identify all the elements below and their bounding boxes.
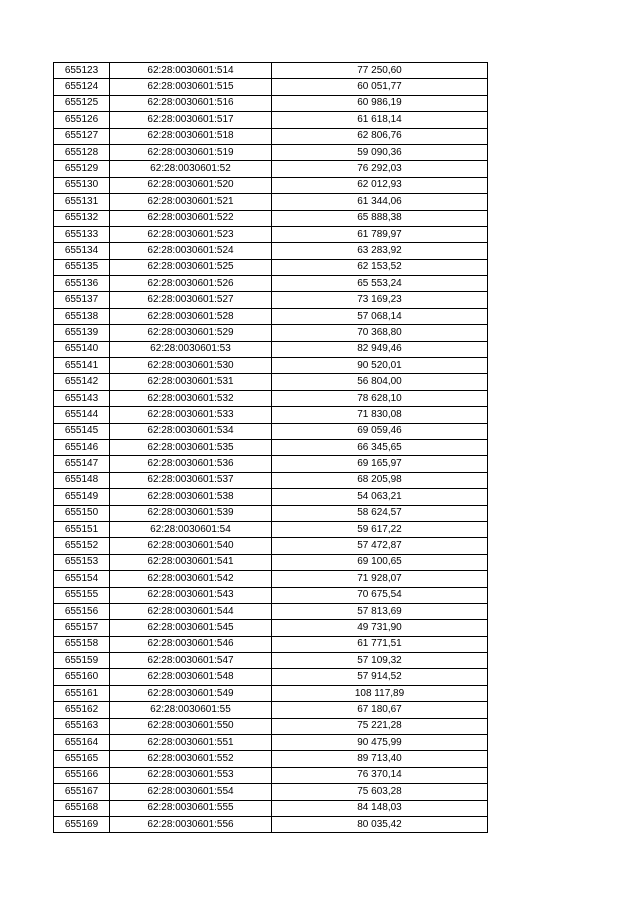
row-number-cell: 655132: [54, 210, 110, 226]
row-number-cell: 655169: [54, 816, 110, 832]
table-row: [54, 472, 488, 488]
value-cell: 59 090,36: [272, 144, 488, 160]
value-cell: 57 068,14: [272, 308, 488, 324]
table-row: [54, 161, 488, 177]
row-number-cell: 655158: [54, 636, 110, 652]
value-cell: 75 603,28: [272, 784, 488, 800]
table-row: [54, 407, 488, 423]
value-cell: 63 283,92: [272, 243, 488, 259]
cadastral-number-cell: 62:28:0030601:554: [110, 784, 272, 800]
value-cell: 76 292,03: [272, 161, 488, 177]
value-cell: 66 345,65: [272, 439, 488, 455]
value-cell: 56 804,00: [272, 374, 488, 390]
table-row: [54, 341, 488, 357]
table-row: [54, 210, 488, 226]
cadastral-number-cell: 62:28:0030601:52: [110, 161, 272, 177]
cadastral-number-cell: 62:28:0030601:515: [110, 79, 272, 95]
value-cell: 65 553,24: [272, 276, 488, 292]
cadastral-number-cell: 62:28:0030601:535: [110, 439, 272, 455]
row-number-cell: 655163: [54, 718, 110, 734]
cadastral-number-cell: 62:28:0030601:529: [110, 325, 272, 341]
value-cell: 60 986,19: [272, 95, 488, 111]
row-number-cell: 655160: [54, 669, 110, 685]
row-number-cell: 655144: [54, 407, 110, 423]
cadastral-number-cell: 62:28:0030601:553: [110, 767, 272, 783]
cadastral-number-cell: 62:28:0030601:519: [110, 144, 272, 160]
table-row: [54, 325, 488, 341]
cadastral-number-cell: 62:28:0030601:541: [110, 554, 272, 570]
table-row: [54, 702, 488, 718]
cadastral-number-cell: 62:28:0030601:536: [110, 456, 272, 472]
cadastral-number-cell: 62:28:0030601:524: [110, 243, 272, 259]
row-number-cell: 655147: [54, 456, 110, 472]
value-cell: 61 618,14: [272, 112, 488, 128]
cadastral-number-cell: 62:28:0030601:534: [110, 423, 272, 439]
table-row: [54, 358, 488, 374]
cadastral-number-cell: 62:28:0030601:532: [110, 390, 272, 406]
table-row: [54, 505, 488, 521]
cadastral-number-cell: 62:28:0030601:53: [110, 341, 272, 357]
value-cell: 89 713,40: [272, 751, 488, 767]
value-cell: 75 221,28: [272, 718, 488, 734]
table-row: [54, 800, 488, 816]
table-row: [54, 735, 488, 751]
row-number-cell: 655153: [54, 554, 110, 570]
value-cell: 90 520,01: [272, 358, 488, 374]
value-cell: 80 035,42: [272, 816, 488, 832]
value-cell: 82 949,46: [272, 341, 488, 357]
value-cell: 71 830,08: [272, 407, 488, 423]
value-cell: 59 617,22: [272, 521, 488, 537]
cadastral-number-cell: 62:28:0030601:542: [110, 571, 272, 587]
table-row: [54, 603, 488, 619]
table-row: [54, 128, 488, 144]
cadastral-number-cell: 62:28:0030601:55: [110, 702, 272, 718]
row-number-cell: 655150: [54, 505, 110, 521]
value-cell: 54 063,21: [272, 489, 488, 505]
cadastral-number-cell: 62:28:0030601:526: [110, 276, 272, 292]
value-cell: 71 928,07: [272, 571, 488, 587]
table-row: [54, 243, 488, 259]
cadastral-number-cell: 62:28:0030601:547: [110, 653, 272, 669]
value-cell: 57 472,87: [272, 538, 488, 554]
cadastral-number-cell: 62:28:0030601:54: [110, 521, 272, 537]
row-number-cell: 655128: [54, 144, 110, 160]
table-row: [54, 685, 488, 701]
value-cell: 57 109,32: [272, 653, 488, 669]
cadastral-number-cell: 62:28:0030601:514: [110, 63, 272, 79]
table-row: [54, 784, 488, 800]
table-row: [54, 718, 488, 734]
row-number-cell: 655164: [54, 735, 110, 751]
row-number-cell: 655168: [54, 800, 110, 816]
value-cell: 70 368,80: [272, 325, 488, 341]
row-number-cell: 655138: [54, 308, 110, 324]
table-row: [54, 521, 488, 537]
table-row: [54, 194, 488, 210]
value-cell: 57 914,52: [272, 669, 488, 685]
value-cell: 69 165,97: [272, 456, 488, 472]
row-number-cell: 655148: [54, 472, 110, 488]
table-row: [54, 456, 488, 472]
cadastral-number-cell: 62:28:0030601:545: [110, 620, 272, 636]
table-row: [54, 144, 488, 160]
cadastral-number-cell: 62:28:0030601:556: [110, 816, 272, 832]
table-row: [54, 374, 488, 390]
value-cell: 69 100,65: [272, 554, 488, 570]
cadastral-number-cell: 62:28:0030601:543: [110, 587, 272, 603]
row-number-cell: 655161: [54, 685, 110, 701]
row-number-cell: 655131: [54, 194, 110, 210]
table-row: [54, 95, 488, 111]
cadastral-number-cell: 62:28:0030601:518: [110, 128, 272, 144]
cadastral-number-cell: 62:28:0030601:551: [110, 735, 272, 751]
table-row: [54, 554, 488, 570]
cadastral-number-cell: 62:28:0030601:539: [110, 505, 272, 521]
table-row: [54, 308, 488, 324]
value-cell: 90 475,99: [272, 735, 488, 751]
row-number-cell: 655129: [54, 161, 110, 177]
table-row: [54, 489, 488, 505]
cadastral-number-cell: 62:28:0030601:522: [110, 210, 272, 226]
value-cell: 65 888,38: [272, 210, 488, 226]
cadastral-value-table: [53, 62, 488, 833]
value-cell: 61 789,97: [272, 226, 488, 242]
row-number-cell: 655135: [54, 259, 110, 275]
table-row: [54, 63, 488, 79]
row-number-cell: 655154: [54, 571, 110, 587]
cadastral-number-cell: 62:28:0030601:523: [110, 226, 272, 242]
row-number-cell: 655143: [54, 390, 110, 406]
row-number-cell: 655157: [54, 620, 110, 636]
row-number-cell: 655156: [54, 603, 110, 619]
row-number-cell: 655140: [54, 341, 110, 357]
row-number-cell: 655146: [54, 439, 110, 455]
row-number-cell: 655139: [54, 325, 110, 341]
value-cell: 49 731,90: [272, 620, 488, 636]
cadastral-number-cell: 62:28:0030601:550: [110, 718, 272, 734]
cadastral-number-cell: 62:28:0030601:531: [110, 374, 272, 390]
value-cell: 67 180,67: [272, 702, 488, 718]
table-row: [54, 226, 488, 242]
cadastral-number-cell: 62:28:0030601:555: [110, 800, 272, 816]
table-row: [54, 767, 488, 783]
table-row: [54, 79, 488, 95]
cadastral-number-cell: 62:28:0030601:530: [110, 358, 272, 374]
row-number-cell: 655137: [54, 292, 110, 308]
table-row: [54, 669, 488, 685]
table-row: [54, 177, 488, 193]
row-number-cell: 655149: [54, 489, 110, 505]
cadastral-number-cell: 62:28:0030601:548: [110, 669, 272, 685]
cadastral-number-cell: 62:28:0030601:538: [110, 489, 272, 505]
table-row: [54, 112, 488, 128]
row-number-cell: 655141: [54, 358, 110, 374]
row-number-cell: 655155: [54, 587, 110, 603]
table-row: [54, 259, 488, 275]
row-number-cell: 655162: [54, 702, 110, 718]
row-number-cell: 655145: [54, 423, 110, 439]
cadastral-number-cell: 62:28:0030601:533: [110, 407, 272, 423]
value-cell: 62 012,93: [272, 177, 488, 193]
cadastral-number-cell: 62:28:0030601:516: [110, 95, 272, 111]
table-row: [54, 276, 488, 292]
value-cell: 62 153,52: [272, 259, 488, 275]
value-cell: 60 051,77: [272, 79, 488, 95]
value-cell: 84 148,03: [272, 800, 488, 816]
row-number-cell: 655134: [54, 243, 110, 259]
cadastral-number-cell: 62:28:0030601:537: [110, 472, 272, 488]
table-row: [54, 816, 488, 832]
table-row: [54, 620, 488, 636]
cadastral-number-cell: 62:28:0030601:517: [110, 112, 272, 128]
value-cell: 69 059,46: [272, 423, 488, 439]
table-row: [54, 751, 488, 767]
cadastral-number-cell: 62:28:0030601:528: [110, 308, 272, 324]
row-number-cell: 655159: [54, 653, 110, 669]
value-cell: 108 117,89: [272, 685, 488, 701]
value-cell: 68 205,98: [272, 472, 488, 488]
value-cell: 73 169,23: [272, 292, 488, 308]
row-number-cell: 655123: [54, 63, 110, 79]
value-cell: 77 250,60: [272, 63, 488, 79]
table-body: [54, 63, 488, 833]
cadastral-number-cell: 62:28:0030601:520: [110, 177, 272, 193]
table-row: [54, 571, 488, 587]
value-cell: 78 628,10: [272, 390, 488, 406]
row-number-cell: 655127: [54, 128, 110, 144]
row-number-cell: 655124: [54, 79, 110, 95]
cadastral-number-cell: 62:28:0030601:544: [110, 603, 272, 619]
value-cell: 70 675,54: [272, 587, 488, 603]
table-row: [54, 292, 488, 308]
row-number-cell: 655125: [54, 95, 110, 111]
table-row: [54, 423, 488, 439]
row-number-cell: 655166: [54, 767, 110, 783]
row-number-cell: 655165: [54, 751, 110, 767]
row-number-cell: 655142: [54, 374, 110, 390]
table-row: [54, 439, 488, 455]
row-number-cell: 655126: [54, 112, 110, 128]
value-cell: 61 344,06: [272, 194, 488, 210]
table-row: [54, 390, 488, 406]
row-number-cell: 655136: [54, 276, 110, 292]
table-row: [54, 653, 488, 669]
row-number-cell: 655130: [54, 177, 110, 193]
cadastral-number-cell: 62:28:0030601:525: [110, 259, 272, 275]
row-number-cell: 655133: [54, 226, 110, 242]
cadastral-number-cell: 62:28:0030601:540: [110, 538, 272, 554]
value-cell: 62 806,76: [272, 128, 488, 144]
cadastral-number-cell: 62:28:0030601:549: [110, 685, 272, 701]
table-row: [54, 538, 488, 554]
row-number-cell: 655167: [54, 784, 110, 800]
row-number-cell: 655151: [54, 521, 110, 537]
value-cell: 76 370,14: [272, 767, 488, 783]
table-row: [54, 587, 488, 603]
row-number-cell: 655152: [54, 538, 110, 554]
value-cell: 61 771,51: [272, 636, 488, 652]
value-cell: 58 624,57: [272, 505, 488, 521]
cadastral-number-cell: 62:28:0030601:552: [110, 751, 272, 767]
value-cell: 57 813,69: [272, 603, 488, 619]
table-row: [54, 636, 488, 652]
cadastral-number-cell: 62:28:0030601:521: [110, 194, 272, 210]
cadastral-number-cell: 62:28:0030601:546: [110, 636, 272, 652]
cadastral-number-cell: 62:28:0030601:527: [110, 292, 272, 308]
